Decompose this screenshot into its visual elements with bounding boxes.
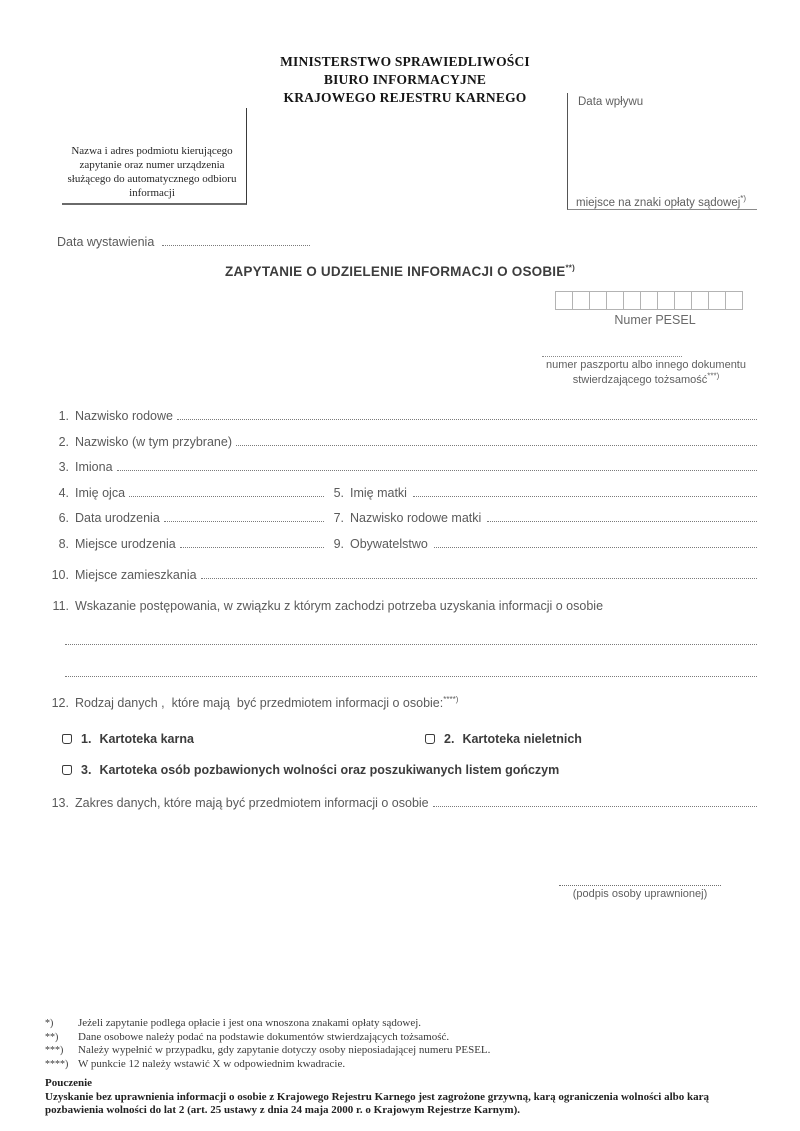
- field-row-wskazanie-postepowania: [45, 599, 757, 613]
- field-row-imiona: [45, 459, 757, 473]
- sender-info-label: Nazwa i adres podmiotu kierującego zapytanie oraz numer urządzenia służącego do automatycznego odbioru informacji: [67, 145, 237, 199]
- footnote-marker: *): [45, 1018, 54, 1029]
- checkbox-row-2: [45, 763, 757, 778]
- field-label: Miejsce zamieszkania: [75, 567, 197, 582]
- checkbox-icon[interactable]: [62, 734, 72, 744]
- pesel-cell[interactable]: [623, 291, 641, 310]
- field-blank[interactable]: [413, 485, 757, 497]
- footnote-3: [45, 1044, 757, 1058]
- pesel-cell[interactable]: [555, 291, 573, 310]
- ministry-line-2: BIURO INFORMACYJNE: [323, 72, 487, 87]
- receipt-box: [567, 93, 757, 210]
- field-row-imie-ojca-matki: [45, 485, 757, 499]
- field-blank[interactable]: [164, 510, 324, 522]
- checkbox-icon[interactable]: [62, 765, 72, 775]
- stamp-footnote-ref: *): [740, 194, 747, 204]
- field-label: Wskazanie postępowania, w związku z którym zachodzi potrzeba uzyskania informacji o osobie: [75, 598, 604, 613]
- pesel-cell[interactable]: [640, 291, 658, 310]
- ministry-line-3: KRAJOWEGO REJESTRU KARNEGO: [283, 90, 527, 105]
- field-row-nazwisko: [45, 434, 757, 448]
- title-footnote-ref: **): [565, 263, 575, 273]
- date-received-label: Data wpływu: [578, 96, 644, 108]
- field-row-rodzaj-danych: [45, 696, 757, 710]
- pesel-cell[interactable]: [572, 291, 590, 310]
- passport-footnote-ref: ***): [707, 370, 720, 380]
- footnote-1: [45, 1017, 757, 1031]
- checkbox-number: 1.: [81, 731, 92, 746]
- checkbox-row-1: [45, 732, 757, 747]
- signature-blank[interactable]: [559, 876, 721, 886]
- pouczenie-text: Uzyskanie bez uprawnienia informacji o osobie z Krajowego Rejestru Karnego jest zagrożone grzywną, karą ograniczenia wolności albo karą pozbawienia wolności do lat 2 (art. 25 ustawy z dnia 24 maja 2000 r. o Krajowym Rejestrze Karnym).: [45, 1090, 709, 1117]
- signature-caption: (podpis osoby uprawnionej): [572, 888, 708, 900]
- footnote-marker: ****): [45, 1058, 69, 1070]
- footnote-2: [45, 1031, 757, 1045]
- checkbox-option-kartoteka-osob-pozbawionych[interactable]: [62, 763, 559, 777]
- pesel-cell[interactable]: [657, 291, 675, 310]
- field-label: Nazwisko (w tym przybrane): [75, 434, 232, 449]
- passport-label-line2: stwierdzającego tożsamość***): [572, 370, 720, 386]
- field-label: Imię ojca: [75, 485, 126, 500]
- field-blank-line[interactable]: [65, 665, 757, 677]
- field-blank[interactable]: [129, 485, 324, 497]
- field-blank-line[interactable]: [65, 633, 757, 645]
- field-blank[interactable]: [434, 536, 757, 548]
- checkbox-icon[interactable]: [425, 734, 435, 744]
- ministry-header: [205, 53, 605, 107]
- field-number: 11.: [52, 598, 69, 613]
- field-number: 10.: [51, 567, 69, 582]
- field-number: 12.: [51, 695, 69, 710]
- rodzaj-danych-footnote-ref: ****): [443, 694, 459, 704]
- field-blank[interactable]: [201, 567, 757, 579]
- checkbox-label: Kartoteka karna: [99, 731, 194, 746]
- field-number: 8.: [58, 536, 69, 551]
- passport-label-line1: numer paszportu albo innego dokumentu: [546, 359, 746, 371]
- field-number: 5.: [333, 485, 344, 500]
- field-label: Zakres danych, które mają być przedmiotem informacji o osobie: [75, 795, 429, 810]
- passport-number-blank[interactable]: [542, 349, 682, 357]
- field-number: 2.: [58, 434, 69, 449]
- field-label: Miejsce urodzenia: [75, 536, 176, 551]
- issue-date-blank[interactable]: [162, 234, 310, 246]
- footnote-text: W punkcie 12 należy wstawić X w odpowiednim kwadracie.: [78, 1057, 346, 1070]
- field-label: Imiona: [75, 460, 113, 474]
- ministry-line-1: MINISTERSTWO SPRAWIEDLIWOŚCI: [280, 54, 530, 69]
- field-label: Data urodzenia: [75, 511, 160, 525]
- field-number: 3.: [58, 460, 69, 474]
- field-number: 4.: [58, 485, 69, 500]
- signature-block: [540, 876, 740, 900]
- field-number: 1.: [58, 409, 69, 423]
- pesel-cell[interactable]: [589, 291, 607, 310]
- footnotes: [45, 1017, 757, 1118]
- field-blank[interactable]: [487, 510, 757, 522]
- pesel-cell[interactable]: [674, 291, 692, 310]
- field-number: 13.: [51, 795, 69, 810]
- checkbox-label: Kartoteka osób pozbawionych wolności oraz poszukiwanych listem gończym: [99, 762, 560, 777]
- field-number: 9.: [333, 536, 344, 551]
- field-row-zakres-danych: [45, 795, 757, 809]
- pesel-label: Numer PESEL: [614, 313, 696, 327]
- checkbox-option-kartoteka-nieletnich[interactable]: [425, 732, 582, 746]
- field-blank[interactable]: [117, 459, 757, 471]
- form-title: ZAPYTANIE O UDZIELENIE INFORMACJI O OSOBIE**): [225, 263, 575, 279]
- checkbox-number: 3.: [81, 762, 92, 777]
- field-label: Obywatelstwo: [350, 536, 428, 551]
- footnote-marker: ***): [45, 1045, 64, 1057]
- footnote-marker: **): [45, 1031, 59, 1043]
- footnote-4: [45, 1058, 757, 1072]
- pouczenie-heading: Pouczenie: [45, 1077, 93, 1090]
- field-number: 6.: [58, 511, 69, 525]
- footnote-text: Jeżeli zapytanie podlega opłacie i jest ona wnoszona znakami opłaty sądowej.: [78, 1017, 422, 1029]
- pesel-boxes: [555, 291, 755, 310]
- field-blank[interactable]: [433, 795, 757, 807]
- checkbox-option-kartoteka-karna[interactable]: [62, 732, 425, 746]
- pesel-cell[interactable]: [725, 291, 743, 310]
- field-label: Nazwisko rodowe: [75, 409, 173, 423]
- checkbox-label: Kartoteka nieletnich: [462, 731, 582, 746]
- footnote-text: Należy wypełnić w przypadku, gdy zapytanie dotyczy osoby nieposiadającej numeru PESEL.: [78, 1044, 491, 1057]
- field-row-nazwisko-rodowe: [45, 408, 757, 422]
- field-number: 7.: [333, 511, 344, 525]
- form-fields: [45, 408, 757, 820]
- field-blank[interactable]: [236, 434, 757, 446]
- field-label: Nazwisko rodowe matki: [350, 511, 482, 525]
- field-label: Imię matki: [350, 485, 407, 500]
- field-row-miejsce-zamieszkania: [45, 567, 757, 581]
- issue-date-label: Data wystawienia: [57, 235, 155, 249]
- pesel-cell[interactable]: [691, 291, 709, 310]
- field-row-miejsce-urodzenia-obywatelstwo: [45, 536, 757, 550]
- field-label: Rodzaj danych , które mają być przedmiotem informacji o osobie:****): [75, 694, 459, 710]
- field-blank[interactable]: [177, 408, 757, 420]
- passport-section: [540, 349, 752, 387]
- footnote-text: Dane osobowe należy podać na podstawie dokumentów stwierdzających tożsamość.: [78, 1030, 450, 1043]
- stamp-area-label: miejsce na znaki opłaty sądowej*): [576, 194, 747, 209]
- pesel-cell[interactable]: [708, 291, 726, 310]
- field-blank[interactable]: [180, 536, 324, 548]
- issue-date-row: [57, 234, 310, 249]
- field-row-data-urodzenia-nazwisko-matki: [45, 510, 757, 524]
- sender-info-box[interactable]: [62, 108, 247, 205]
- pesel-section: [555, 291, 755, 327]
- pesel-cell[interactable]: [606, 291, 624, 310]
- checkbox-number: 2.: [444, 731, 455, 746]
